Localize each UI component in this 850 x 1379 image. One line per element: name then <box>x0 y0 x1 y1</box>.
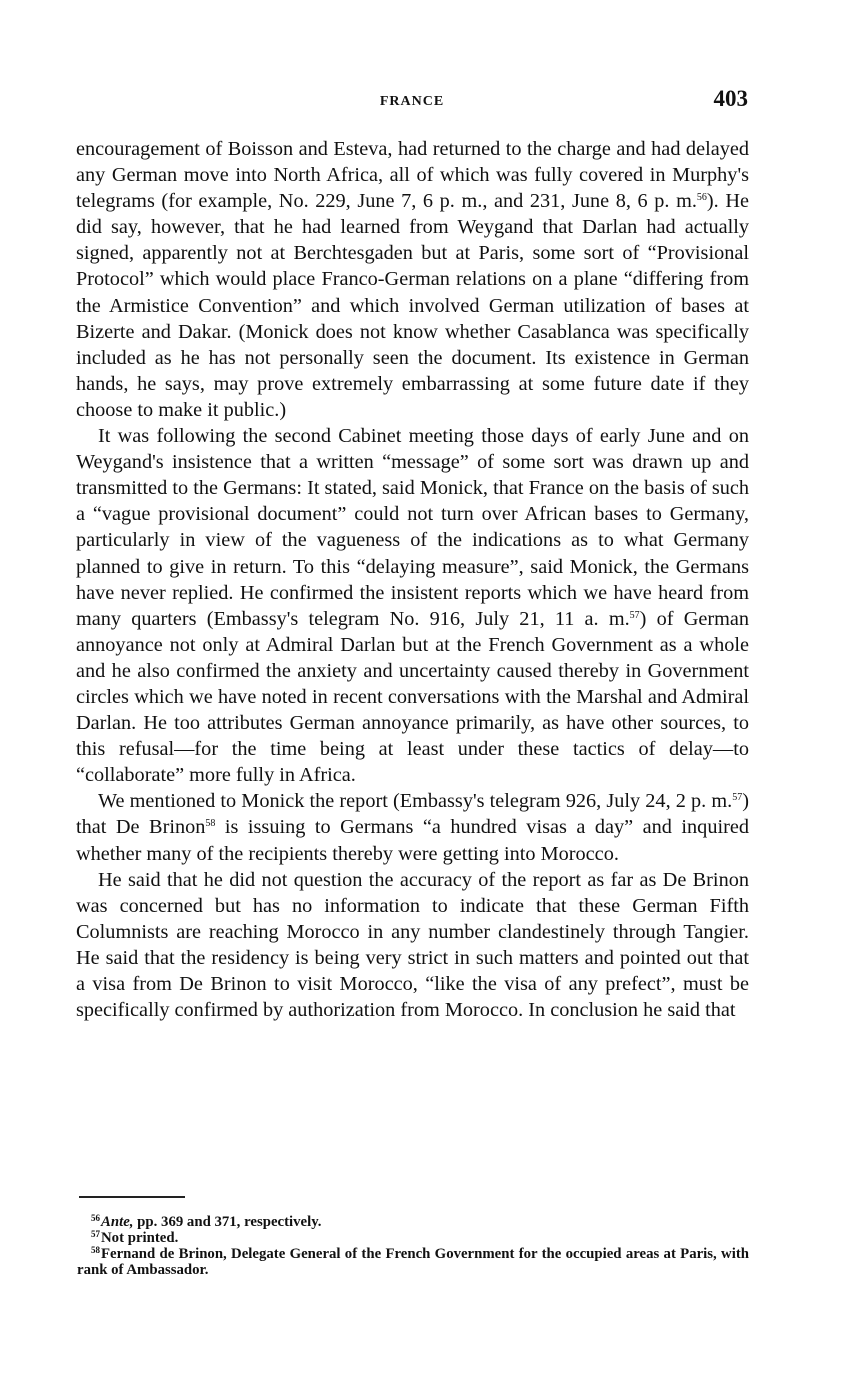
page-number: 403 <box>713 86 748 111</box>
footnotes <box>77 1214 749 1278</box>
paragraph-2 <box>76 423 749 788</box>
paragraph-1-part-a: encouragement of Boisson and Esteva, had returned to the charge and had delayed any German move into North Africa, all of which was fully covered in Murphy's telegrams (for example, No. 229, June 7, 6 p. m., and 231, June 8, 6 p. m. <box>76 138 749 213</box>
paragraph-3-part-b: ) that De Brinon <box>76 790 749 839</box>
paragraph-1 <box>76 136 749 423</box>
footnote-58 <box>77 1246 749 1278</box>
paragraph-3 <box>76 788 749 866</box>
footnote-rule <box>79 1196 185 1198</box>
footnote-mark: 58 <box>91 1245 100 1255</box>
paragraph-3-part-c: is issuing to Germans “a hundred visas a day” and inquired whether many of the recipients thereby were getting into Morocco. <box>76 816 749 865</box>
footnote-56 <box>77 1214 749 1230</box>
footnote-mark: 56 <box>91 1213 100 1223</box>
paragraph-2-part-a: It was following the second Cabinet meeting those days of early June and on Weygand's insistence that a written “message” of some sort was drawn up and transmitted to the Germans: It stated, said Monick, that France on the basis of such a “vague provisional document” could not turn over African bases to Germany, particularly in view of the vagueness of the indications as to what Germany planned to give in return. To this “delaying measure”, said Monick, the Germans have never replied. He confirmed the insistent reports which we have heard from many quarters (Embassy's telegram No. 916, July 21, 11 a. m. <box>76 425 749 630</box>
body-text <box>76 136 749 1023</box>
footnote-text: Fernand de Brinon, Delegate General of the French Government for the occupied areas at Paris, with rank of Ambassador. <box>77 1246 749 1278</box>
footnote-ref-56: 56 <box>696 192 707 204</box>
paragraph-3-part-a: We mentioned to Monick the report (Embassy's telegram 926, July 24, 2 p. m. <box>98 790 733 813</box>
paragraph-1-part-b: ). He did say, however, that he had learned from Weygand that Darlan had actually signed, apparently not at Berchtesgaden but at Paris, some sort of “Provisional Protocol” which would place Franco-German relations on a plane “differing from the Armistice Convention” and which involved German utilization of bases at Bizerte and Dakar. (Monick does not know whether Casablanca was specifically included as he has not personally seen the document. Its existence in German hands, he says, may prove extremely embarrassing at some future date if they choose to make it public.) <box>76 190 749 421</box>
paragraph-2-part-b: ) of German annoyance not only at Admiral Darlan but at the French Government as a whole and he also confirmed the anxiety and uncertainty caused thereby in Government circles which we have noted in recent conversations with the Marshal and Admiral Darlan. He too attributes German annoyance primarily, as have other sources, to this refusal—for the time being at least under these tactics of delay—to “collaborate” more fully in Africa. <box>76 607 750 787</box>
footnote-57 <box>77 1230 749 1246</box>
running-title: FRANCE <box>379 94 445 109</box>
paragraph-4: He said that he did not question the accuracy of the report as far as De Brinon was concerned but has no information to indicate that these German Fifth Columnists are reaching Morocco in any number clandestinely through Tangier. He said that the residency is being very strict in such matters and pointed out that a visa from De Brinon to visit Morocco, “like the visa of any prefect”, must be specifically confirmed by authorization from Morocco. In conclusion he said that <box>76 868 749 1022</box>
footnote-ref-58: 58 <box>205 818 216 830</box>
footnote-text: pp. 369 and 371, respectively. <box>133 1214 322 1230</box>
footnote-mark: 57 <box>91 1229 100 1239</box>
footnote-ref-57-second: 57 <box>732 792 743 804</box>
footnote-text: Not printed. <box>101 1230 179 1246</box>
footnote-ref-57: 57 <box>629 609 640 621</box>
running-head <box>76 86 748 120</box>
footnote-italic: Ante, <box>101 1214 134 1230</box>
